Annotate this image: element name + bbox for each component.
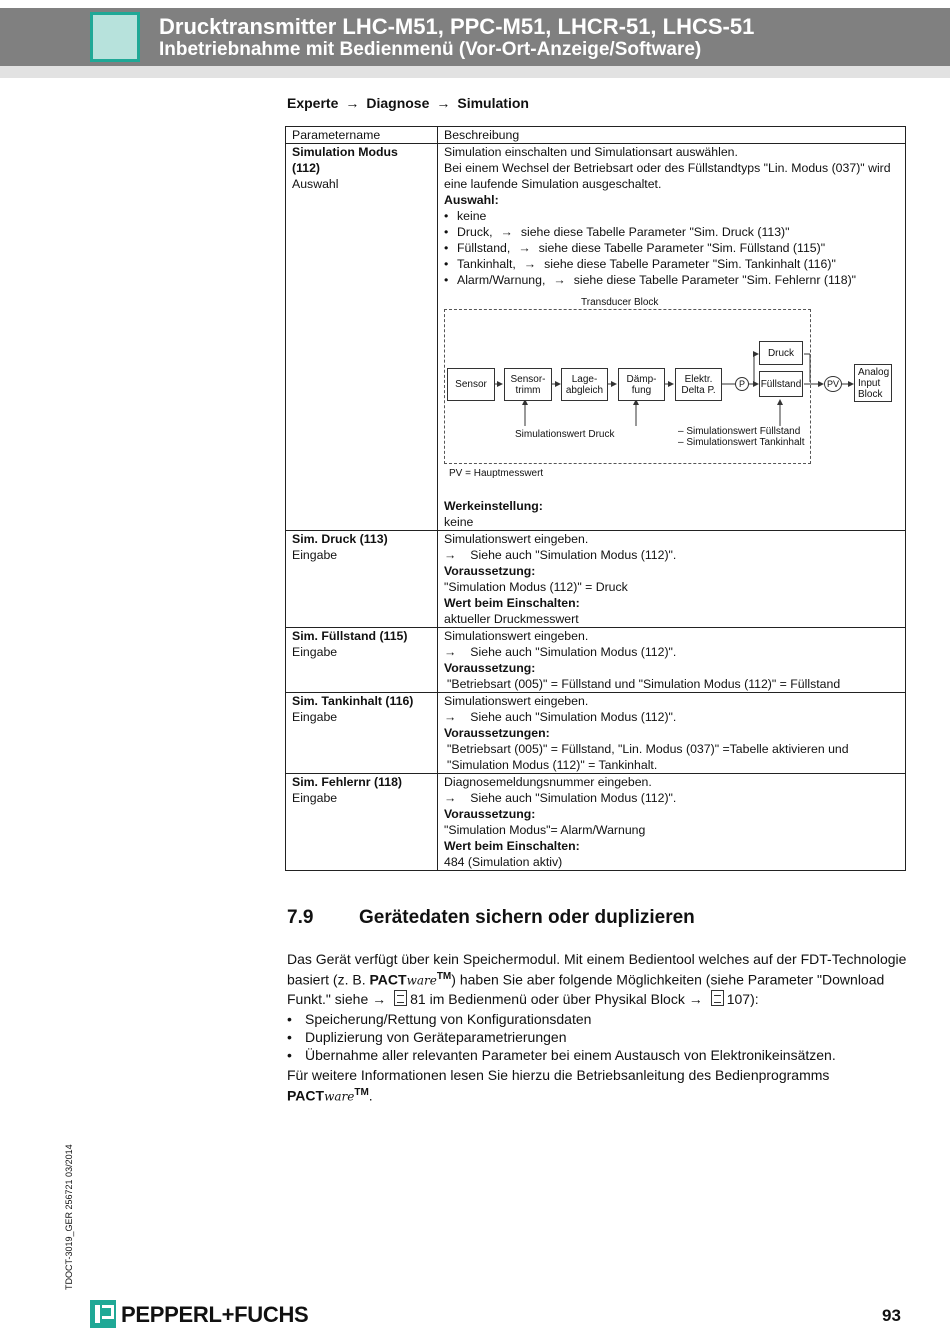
- ware-brand: ware: [406, 973, 437, 988]
- param-name-cell: [286, 693, 438, 774]
- param-type: Auswahl: [292, 177, 339, 191]
- req-text: "Simulation Modus (112)" = Druck: [444, 580, 628, 594]
- pv-legend: PV = Hauptmesswert: [449, 468, 544, 479]
- param-type: Eingabe: [292, 710, 338, 724]
- page-ref[interactable]: 81: [410, 990, 426, 1007]
- param-desc-cell: [438, 693, 906, 774]
- param-name: Simulation Modus: [292, 145, 398, 159]
- req-label: Voraussetzungen:: [444, 726, 550, 740]
- req-text: "Betriebsart (005)" = Füllstand und "Simulation Modus (112)" = Füllstand: [447, 677, 841, 691]
- logo-text: PEPPERL+FUCHS: [121, 1302, 309, 1327]
- list-item: [444, 272, 899, 288]
- arrow-icon: →: [688, 990, 703, 1007]
- pact-brand: PACT: [369, 971, 407, 988]
- werk-label: Werkeinstellung:: [444, 499, 543, 513]
- arrow-icon: →: [553, 273, 566, 287]
- param-desc-cell: [438, 774, 906, 871]
- sensor-block: Sensor: [447, 368, 495, 401]
- arrow-icon: →: [436, 95, 451, 111]
- tm-mark: TM: [436, 971, 452, 982]
- param-desc-cell: [438, 531, 906, 628]
- param-name-cell: [286, 531, 438, 628]
- table-header-row: [286, 127, 906, 144]
- option-ref: siehe diese Tabelle Parameter "Sim. Fehlernr (118)": [573, 273, 857, 287]
- on-value: 484 (Simulation aktiv): [444, 855, 563, 869]
- page-ref-icon: [711, 990, 724, 1006]
- options-list: [444, 208, 899, 288]
- desc-text: Bei einem Wechsel der Betriebsart oder des Füllstandtyps "Lin. Modus (037)" wird eine laufende Simulation ausgeschaltet.: [444, 161, 891, 191]
- fuellstand-block: Füllstand: [759, 371, 803, 397]
- text: Für weitere Informationen lesen Sie hierzu die Betriebsanleitung des Bedienprogramms: [287, 1066, 830, 1083]
- logo-icon: [90, 1300, 116, 1328]
- breadcrumb: [287, 95, 529, 111]
- param-desc-cell: [438, 628, 906, 693]
- desc-text: Diagnosemeldungsnummer eingeben.: [444, 775, 652, 789]
- daempfung-block: Dämp- fung: [618, 368, 665, 401]
- req-label: Voraussetzung:: [444, 564, 536, 578]
- text: Das Gerät verfügt über kein Speichermodul. Mit einem Bedientool welches auf der FDT-Technologie basiert (z. B.: [287, 951, 907, 988]
- option-text: keine: [457, 209, 487, 223]
- arrow-icon: →: [444, 645, 457, 659]
- desc-text: Simulationswert eingeben.: [444, 629, 589, 643]
- param-name: Sim. Tankinhalt (116): [292, 694, 414, 708]
- tm-mark: TM: [354, 1086, 369, 1098]
- text: .: [368, 1087, 373, 1104]
- option-ref: siehe diese Tabelle Parameter "Sim. Füllstand (115)": [538, 241, 826, 255]
- page-title: Drucktransmitter LHC-M51, PPC-M51, LHCR-51, LHCS-51: [159, 14, 755, 39]
- page-number: 93: [882, 1306, 901, 1325]
- sensortrimm-block: Sensor- trimm: [504, 368, 552, 401]
- list-item: [444, 208, 899, 224]
- werk-value: keine: [444, 515, 474, 529]
- col-header-desc: Beschreibung: [438, 127, 906, 144]
- document-id: TDOCT-3019_GER 256721 03/2014: [64, 1144, 74, 1290]
- option-text: Tankinhalt,: [457, 257, 516, 271]
- on-label: Wert beim Einschalten:: [444, 839, 580, 853]
- paragraph: [287, 1066, 907, 1106]
- section-heading: [287, 907, 695, 929]
- pact-brand: PACT: [287, 1087, 325, 1104]
- arrow-icon: →: [444, 710, 457, 724]
- simulation-diagram: [444, 296, 899, 496]
- see-ref: Siehe auch "Simulation Modus (112)".: [470, 645, 677, 659]
- transducer-block-label: Transducer Block: [581, 297, 659, 308]
- section-number: 7.9: [287, 907, 314, 928]
- see-ref: Siehe auch "Simulation Modus (112)".: [470, 548, 677, 562]
- section-body: [287, 950, 907, 1105]
- bullet-list: [287, 1010, 907, 1064]
- breadcrumb-item: Diagnose: [366, 95, 430, 111]
- list-item: • Speicherung/Rettung von Konfigurationsdaten: [287, 1010, 907, 1028]
- page-ref-icon: [394, 990, 407, 1006]
- option-text: Alarm/Warnung,: [457, 273, 546, 287]
- parameter-table: [285, 126, 906, 871]
- list-item: [444, 256, 899, 272]
- p-node: P: [735, 377, 749, 391]
- list-item: [444, 240, 899, 256]
- param-name-cell: [286, 144, 438, 531]
- list-item: [444, 224, 899, 240]
- param-name-cell: [286, 774, 438, 871]
- list-item: • Duplizierung von Geräteparametrierungen: [287, 1028, 907, 1046]
- arrow-icon: →: [518, 241, 531, 255]
- chapter-marker: [90, 12, 140, 62]
- table-row: [286, 531, 906, 628]
- ware-brand: ware: [324, 1089, 355, 1104]
- breadcrumb-item: Simulation: [457, 95, 529, 111]
- section-title: Gerätedaten sichern oder duplizieren: [359, 907, 695, 928]
- auswahl-label: Auswahl:: [444, 193, 499, 207]
- desc-text: Simulationswert eingeben.: [444, 694, 589, 708]
- table-row: [286, 144, 906, 531]
- lageabgleich-block: Lage- abgleich: [561, 368, 608, 401]
- param-type: Eingabe: [292, 791, 338, 805]
- sim-druck-label: Simulationswert Druck: [515, 429, 615, 440]
- table-row: [286, 774, 906, 871]
- option-ref: siehe diese Tabelle Parameter "Sim. Tankinhalt (116)": [544, 257, 836, 271]
- param-type: Eingabe: [292, 548, 338, 562]
- req-label: Voraussetzung:: [444, 807, 536, 821]
- arrow-icon: →: [372, 990, 387, 1007]
- page-subtitle: Inbetriebnahme mit Bedienmenü (Vor-Ort-Anzeige/Software): [159, 39, 702, 60]
- arrow-icon: →: [444, 791, 457, 805]
- analog-input-block: Analog Input Block: [854, 364, 892, 402]
- desc-text: Simulation einschalten und Simulationsart auswählen.: [444, 145, 738, 159]
- table-row: [286, 693, 906, 774]
- pv-node: PV: [824, 376, 842, 392]
- param-desc-cell: [438, 144, 906, 531]
- param-name-cell: [286, 628, 438, 693]
- text: im Bedienmenü oder über Physikal Block: [429, 990, 685, 1007]
- arrow-icon: →: [345, 95, 360, 111]
- option-text: Druck,: [457, 225, 493, 239]
- sim-fuellstand-label: – Simulationswert Füllstand: [678, 426, 801, 437]
- param-code: (112): [292, 161, 321, 175]
- req-text: "Simulation Modus"= Alarm/Warnung: [444, 823, 646, 837]
- paragraph: [287, 950, 907, 1008]
- on-label: Wert beim Einschalten:: [444, 596, 580, 610]
- breadcrumb-item: Experte: [287, 95, 339, 111]
- arrow-icon: →: [523, 257, 537, 271]
- druck-block: Druck: [759, 341, 803, 365]
- text: ) haben Sie aber folgende Möglichkeiten (siehe Parameter "Download Funkt." siehe: [287, 971, 885, 1007]
- col-header-name: Parametername: [286, 127, 438, 144]
- list-item: • Übernahme aller relevanten Parameter bei einem Austausch von Elektronikeinsätzen.: [287, 1046, 907, 1064]
- param-type: Eingabe: [292, 645, 338, 659]
- req-label: Voraussetzung:: [444, 661, 536, 675]
- page-ref[interactable]: 107):: [726, 990, 759, 1007]
- param-name: Sim. Fehlernr (118): [292, 775, 403, 789]
- see-ref: Siehe auch "Simulation Modus (112)".: [470, 791, 677, 805]
- see-ref: Siehe auch "Simulation Modus (112)".: [470, 710, 677, 724]
- arrow-icon: →: [444, 548, 457, 562]
- arrow-icon: →: [500, 225, 513, 239]
- elektr-delta-block: Elektr. Delta P.: [675, 368, 722, 401]
- param-name: Sim. Druck (113): [292, 532, 388, 546]
- desc-text: Simulationswert eingeben.: [444, 532, 589, 546]
- option-ref: siehe diese Tabelle Parameter "Sim. Druck (113)": [520, 225, 790, 239]
- table-row: [286, 628, 906, 693]
- header-stripe: [0, 66, 950, 78]
- sim-tankinhalt-label: – Simulationswert Tankinhalt: [678, 437, 805, 448]
- option-text: Füllstand,: [457, 241, 511, 255]
- param-name: Sim. Füllstand (115): [292, 629, 408, 643]
- req-text: "Betriebsart (005)" = Füllstand, "Lin. Modus (037)" =Tabelle aktivieren und "Simulation Modus (112)" = Tankinhalt.: [447, 742, 849, 772]
- on-value: aktueller Druckmesswert: [444, 612, 579, 626]
